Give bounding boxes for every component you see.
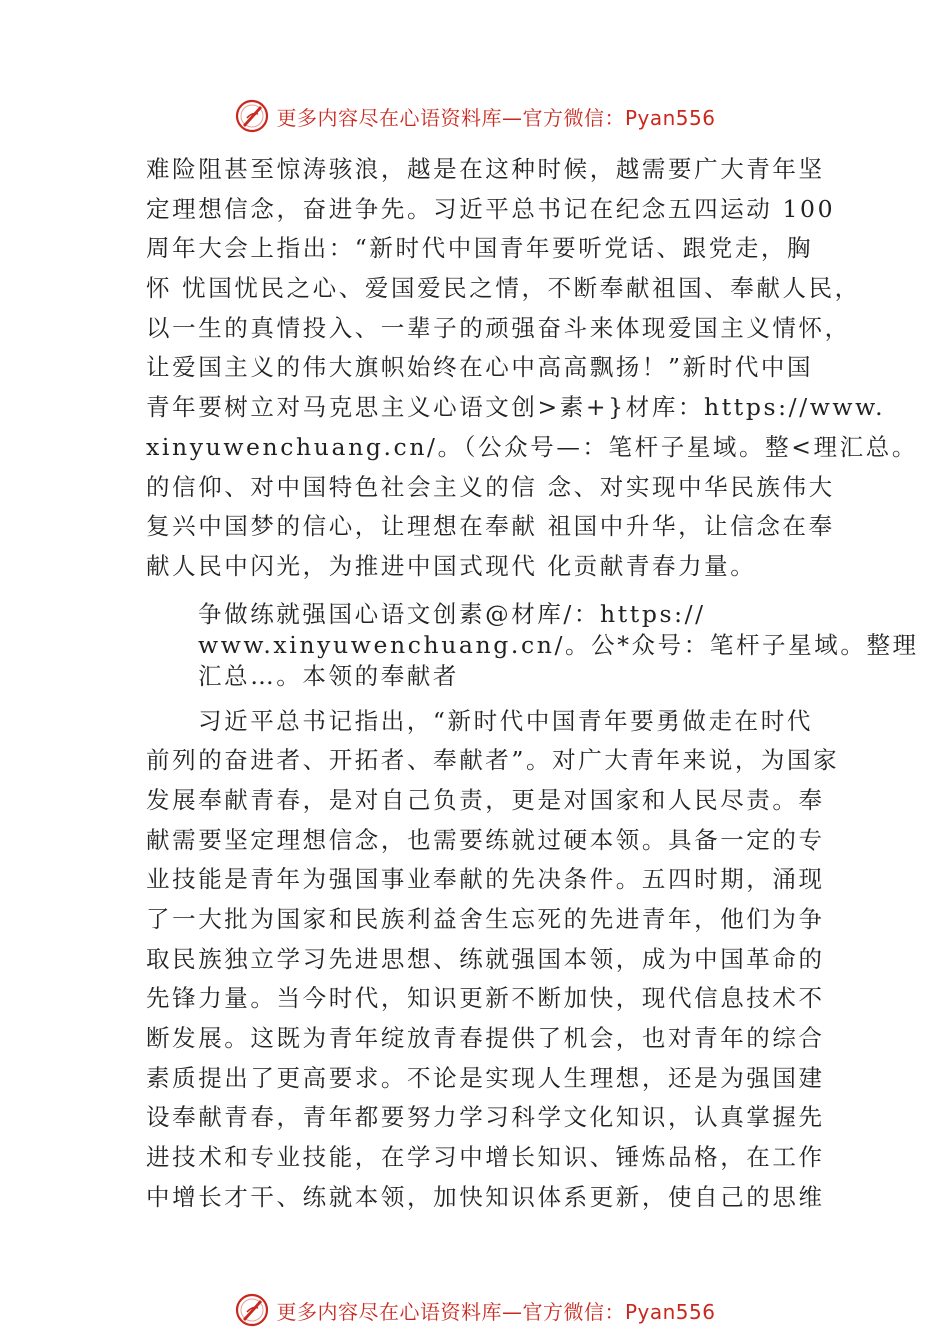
text-line: 素质提出了更高要求。不论是实现人生理想，还是为强国建 <box>146 1063 825 1092</box>
text-line: 青年要树立对马克思主义心语文创>素+}材库：https://www. <box>146 393 886 422</box>
text-line: 定理想信念，奋进争先。习近平总书记在纪念五四运动 100 <box>146 194 836 223</box>
header-banner-separator: — <box>501 105 523 130</box>
text-line: 周年大会上指出：“新时代中国青年要听党话、跟党走，胸 <box>146 234 814 263</box>
text-line: xinyuwenchuang.cn/。（公众号—：笔杆子星域。整<理汇总。 <box>146 432 918 461</box>
heading-line: 汇总…。本领的奉献者 <box>198 661 459 690</box>
text-line: 习近平总书记指出，“新时代中国青年要勇做走在时代 <box>198 706 813 735</box>
text-line: 献人民中闪光，为推进中国式现代 化贡献青春力量。 <box>146 551 757 580</box>
paragraph-1 <box>146 150 918 587</box>
text-line: 先锋力量。当今时代，知识更新不断加快，现代信息技术不 <box>146 984 825 1013</box>
footer-banner-wechat: 官方微信：Pyan556 <box>522 1299 716 1324</box>
footer-banner <box>0 1290 950 1330</box>
text-line: 中增长才干、练就本领，加快知识体系更新，使自己的思维 <box>146 1182 825 1211</box>
text-line: 怀 忧国忧民之心、爱国爱民之情，不断奉献祖国、奉献人民， <box>146 274 861 303</box>
header-banner-main: 更多内容尽在心语资料库 <box>276 105 502 130</box>
text-line: 进技术和专业技能，在学习中增长知识、锤炼品格，在工作 <box>146 1143 825 1172</box>
text-line: 的信仰、对中国特色社会主义的信 念、对实现中华民族伟大 <box>146 472 835 501</box>
text-line: 让爱国主义的伟大旗帜始终在心中高高飘扬！”新时代中国 <box>146 353 814 382</box>
header-banner-text <box>276 102 715 131</box>
quill-seal-icon <box>234 98 270 134</box>
text-line: 取民族独立学习先进思想、练就强国本领，成为中国革命的 <box>146 944 825 973</box>
text-line: 设奉献青春，青年都要努力学习科学文化知识，认真掌握先 <box>146 1103 825 1132</box>
header-banner <box>0 96 950 136</box>
document-body <box>146 150 919 1218</box>
section-heading <box>146 599 919 692</box>
text-line: 了一大批为国家和民族利益舍生忘死的先进青年，他们为争 <box>146 905 825 933</box>
heading-line: www.xinyuwenchuang.cn/。公*众号：笔杆子星域。整理 <box>198 630 919 659</box>
text-line: 献需要坚定理想信念，也需要练就过硬本领。具备一定的专 <box>146 825 825 854</box>
text-line: 以一生的真情投入、一辈子的顽强奋斗来体现爱国主义情怀， <box>146 313 851 342</box>
paragraph-2 <box>146 702 840 1218</box>
text-line: 业技能是青年为强国事业奉献的先决条件。五四时期，涌现 <box>146 865 825 894</box>
heading-line: 争做练就强国心语文创素@材库/：https:// <box>198 599 706 628</box>
text-line: 前列的奋进者、开拓者、奉献者”。对广大青年来说，为国家 <box>146 746 840 775</box>
footer-banner-main: 更多内容尽在心语资料库 <box>276 1299 502 1324</box>
text-line: 发展奉献青春，是对自己负责，更是对国家和人民尽责。奉 <box>146 785 825 814</box>
text-line: 复兴中国梦的信心，让理想在奉献 祖国中升华，让信念在奉 <box>146 512 835 541</box>
footer-banner-separator: — <box>501 1299 523 1324</box>
quill-seal-icon <box>234 1292 270 1328</box>
text-line: 断发展。这既为青年绽放青春提供了机会，也对青年的综合 <box>146 1024 825 1053</box>
header-banner-wechat: 官方微信：Pyan556 <box>522 105 716 130</box>
footer-banner-text <box>276 1296 715 1325</box>
text-line: 难险阻甚至惊涛骇浪，越是在这种时候，越需要广大青年坚 <box>146 155 825 183</box>
